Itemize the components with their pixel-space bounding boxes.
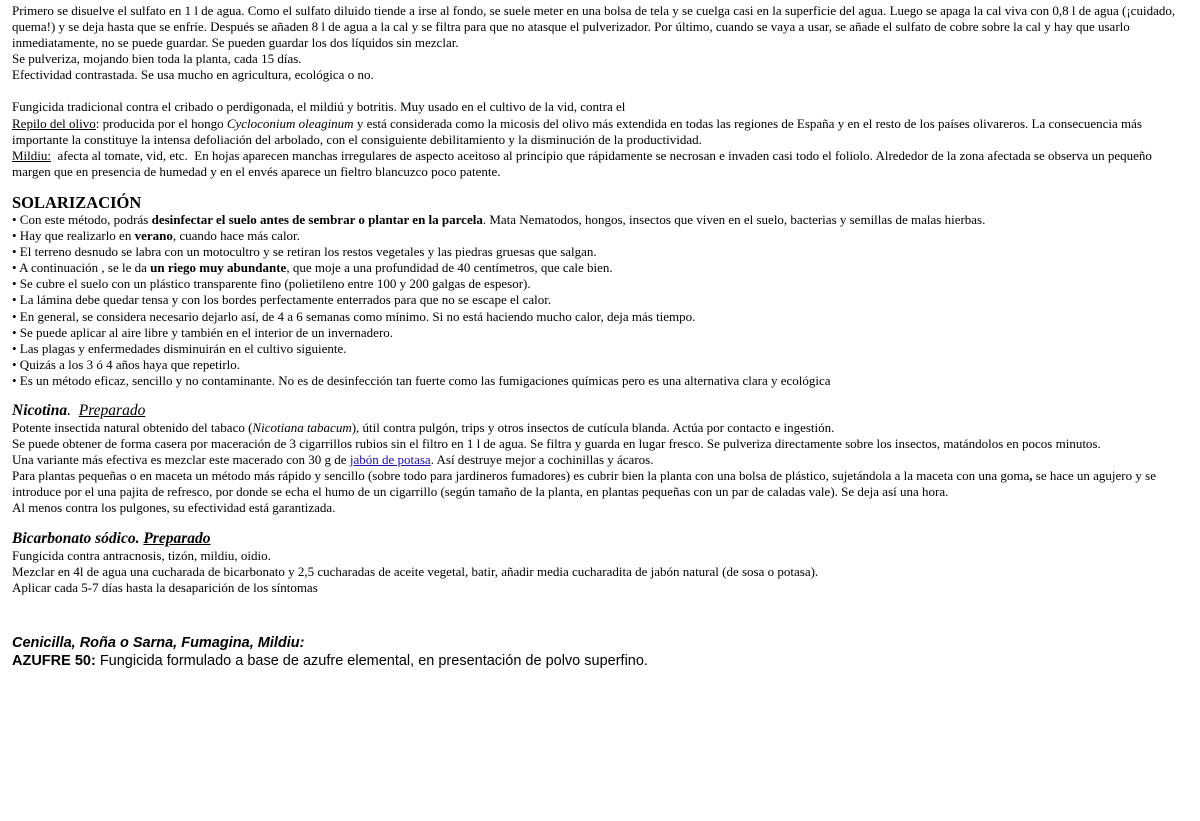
uses-paragraph: Fungicida contra antracnosis, tizón, mildiu, oidio. xyxy=(12,547,271,563)
jabon-potasa-link[interactable]: jabón de potasa xyxy=(349,452,431,468)
bullet-item: • A continuación , se le da un riego muy abundante, que moje a una profundidad de 40 centímetros, que cale bien. xyxy=(12,260,613,276)
bullet-item: • Las plagas y enfermedades disminuirán en el cultivo siguiente. xyxy=(12,340,347,356)
section-heading: SOLARIZACIÓN xyxy=(12,192,142,212)
nicotina-section xyxy=(12,402,1186,517)
azufre-section xyxy=(12,634,1186,670)
solarizacion-section xyxy=(12,193,1186,389)
effectiveness-paragraph: Efectividad contrastada. Se usa mucho en agricultura, ecológica o no. xyxy=(12,67,374,83)
product-paragraph: AZUFRE 50: Fungicida formulado a base de azufre elemental, en presentación de polvo superfino. xyxy=(12,652,648,669)
effectiveness-paragraph: Al menos contra los pulgones, su efectividad está garantizada. xyxy=(12,500,336,516)
method-paragraph: Para plantas pequeñas o en maceta un método más rápido y sencillo (sobre todo para jardineros fumadores) es cubrir bien la planta con una bolsa de plástico, sujetándola a la maceta con una goma, se hace un agujero y se introduce por el una pajita de refresco, por donde se echa el humo de un cigarrillo (según tamaño de la planta, en plantas pequeñas con un par de caladas vale). Se deja así una hora. xyxy=(12,468,1156,500)
species-name: Nicotiana tabacum xyxy=(252,419,352,435)
preparation-paragraph: Mezclar en 4l de agua una cucharada de bicarbonato y 2,5 cucharadas de aceite vegetal, batir, añadir media cucharadita de jabón natural (de sosa o potasa). xyxy=(12,563,819,579)
application-paragraph: Aplicar cada 5-7 días hasta la desaparición de los síntomas xyxy=(12,579,318,595)
preparado-tag: Preparado xyxy=(78,401,146,419)
description-paragraph: Potente insectida natural obtenido del tabaco (Nicotiana tabacum), útil contra pulgón, trips y otros insectos de cutícula blanda. Actúa por contacto e ingestión. xyxy=(12,419,835,435)
bicarbonato-section xyxy=(12,530,1186,596)
species-name: Cycloconium oleaginum xyxy=(226,115,354,131)
repilo-label: Repilo del olivo xyxy=(12,115,96,131)
mildiu-paragraph: Mildiu: afecta al tomate, vid, etc. En hojas aparecen manchas irregulares de aspecto aceitoso al principio que rápidamente se necrosan e invaden casi todo el foliolo. Alrededor de la zona afectada se observa un pequeño margen que en presencia de humedad y en el envés aparece un fieltro blancuzco poco patente. xyxy=(12,147,1156,179)
bullet-item: • Se puede aplicar al aire libre y también en el interior de un invernadero. xyxy=(12,324,394,340)
variant-paragraph: Una variante más efectiva es mezclar este macerado con 30 g de jabón de potasa. Así destruye mejor a cochinillas y ácaros. xyxy=(12,452,654,468)
bullet-item: • La lámina debe quedar tensa y con los bordes perfectamente enterrados para que no se escape el calor. xyxy=(12,292,552,308)
bullet-item: • Con este método, podrás desinfectar el suelo antes de sembrar o plantar en la parcela. Mata Nematodos, hongos, insectos que viven en el suelo, bacterias y semillas de malas hierbas. xyxy=(12,211,986,227)
preparation-paragraph: Primero se disuelve el sulfato en 1 l de agua. Como el sulfato diluido tiende a irse al fondo, se suele meter en una bolsa de tela y se cuelga casi en la superficie del agua. Luego se apaga la cal viva con 0,8 l de agua (¡cuidado, quema!) y se deja hasta que se enfríe. Después se añaden 8 l de agua a la cal y se filtra para que no atasque el pulverizador. Por último, cuando se vaya a usar, se añade el sulfato de cobre sobre la cal y hay que usarlo inmediatamente, no se puede guardar. Se pueden guardar los dos líquidos sin mezclar. xyxy=(12,3,1176,51)
section-heading: Nicotina. Preparado xyxy=(12,401,146,419)
preparation-paragraph: Se puede obtener de forma casera por maceración de 3 cigarrillos rubios sin el filtro en 1 l de agua. Se filtra y guarda en lugar fresco. Se pulveriza directamente sobre los insectos, matándolos en pocos minutos. xyxy=(12,436,1101,452)
bullet-item: • Hay que realizarlo en verano, cuando hace más calor. xyxy=(12,228,300,244)
bullet-item: • Se cubre el suelo con un plástico transparente fino (polietileno entre 100 y 200 galgas de espesor). xyxy=(12,276,531,292)
repilo-paragraph: Repilo del olivo: producida por el hongo Cycloconium oleaginum y está considerada como la micosis del olivo más extendida en todas las regiones de España y en el resto de los países olivareros. La consecuencia más importante la constituye la intensa defoliación del arbolado, con el consiguiente debilitamiento y la disminución de la productividad. xyxy=(12,115,1142,147)
mildiu-label: Mildiu: xyxy=(12,147,52,163)
bullet-item: • El terreno desnudo se labra con un motocultro y se retiran los restos vegetales y las piedras gruesas que salgan. xyxy=(12,244,597,260)
uses-paragraph: Fungicida tradicional contra el cribado o perdigonada, el mildiú y botritis. Muy usado en el cultivo de la vid, contra el xyxy=(12,99,626,115)
preparado-tag: Preparado xyxy=(143,529,211,547)
section-heading: Bicarbonato sódico. Preparado xyxy=(12,529,211,547)
bullet-item: • Es un método eficaz, sencillo y no contaminante. No es de desinfección tan fuerte como las fumigaciones químicas pero es una alternativa clara y ecológica xyxy=(12,372,831,388)
caldo-bordeles-section xyxy=(12,3,1186,180)
application-paragraph: Se pulveriza, mojando bien toda la planta, cada 15 días. xyxy=(12,51,302,67)
bullet-item: • En general, se considera necesario dejarlo así, de 4 a 6 semanas como mínimo. Si no está haciendo mucho calor, deja más tiempo. xyxy=(12,308,696,324)
product-label: AZUFRE 50: xyxy=(12,652,96,669)
bullet-item: • Quizás a los 3 ó 4 años haya que repetirlo. xyxy=(12,356,241,372)
section-heading: Cenicilla, Roña o Sarna, Fumagina, Mildiu: xyxy=(12,634,305,651)
